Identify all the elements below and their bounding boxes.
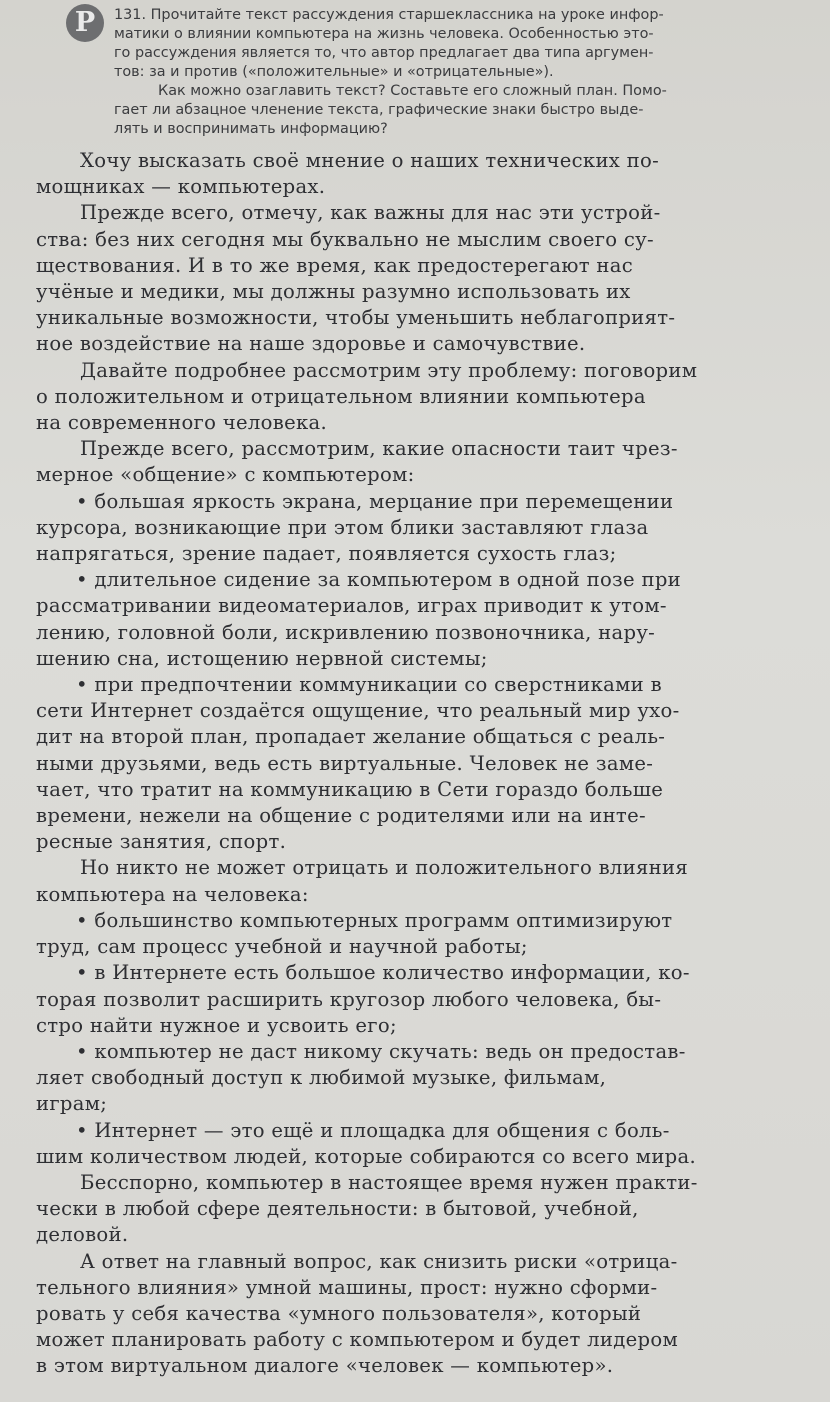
text-line: на современного человека. [36,411,328,435]
exercise-task [114,6,774,139]
task-line: гает ли абзацное членение текста, графические знаки быстро выде- [114,102,644,118]
task-line: лять и воспринимать информацию? [114,121,388,137]
text-line: ресные занятия, спорт. [36,830,287,854]
exercise-marker-icon: Р [66,4,104,42]
bullet-line: • большинство компьютерных программ оптимизируют [76,908,673,932]
text-line: может планировать работу с компьютером и будет лидером [36,1328,679,1352]
text-line: играм; [36,1092,108,1116]
bullet-line: • длительное сидение за компьютером в одной позе при [76,568,682,592]
task-line: го рассуждения является то, что автор предлагает два типа аргумен- [114,45,654,61]
text-line: компьютера на человека: [36,882,309,906]
text-line: А ответ на главный вопрос, как снизить риски «отрица- [80,1249,678,1273]
text-line: мерное «общение» с компьютером: [36,463,415,487]
text-line: учёные и медики, мы должны разумно использовать их [36,280,631,304]
text-line: тельного влияния» умной машины, прост: нужно сформи- [36,1275,658,1299]
text-line: дит на второй план, пропадает желание общаться с реаль- [36,725,666,749]
text-line: Прежде всего, отмечу, как важны для нас эти устрой- [80,201,661,225]
text-line: напрягаться, зрение падает, появляется сухость глаз; [36,542,617,566]
essay-text [36,148,796,1380]
text-line: мощниках — компьютерах. [36,175,326,199]
text-line: ное воздействие на наше здоровье и самочувствие. [36,332,586,356]
text-line: чески в любой сфере деятельности: в бытовой, учебной, [36,1197,639,1221]
text-line: труд, сам процесс учебной и научной работы; [36,935,528,959]
text-line: ства: без них сегодня мы буквально не мыслим своего су- [36,227,654,251]
bullet-line: • компьютер не даст никому скучать: ведь он предостав- [76,1039,686,1063]
text-line: шим количеством людей, которые собираются со всего мира. [36,1144,697,1168]
text-line: времени, нежели на общение с родителями или на инте- [36,804,646,828]
text-line: Но никто не может отрицать и положительного влияния [80,856,689,880]
text-line: деловой. [36,1223,129,1247]
text-line: стро найти нужное и усвоить его; [36,1013,397,1037]
text-line: Давайте подробнее рассмотрим эту проблему: поговорим [80,358,698,382]
text-line: курсора, возникающие при этом блики заставляют глаза [36,515,649,539]
bullet-line: • большая яркость экрана, мерцание при перемещении [76,489,674,513]
task-line: Как можно озаглавить текст? Составьте его сложный план. Помо- [158,83,667,99]
text-line: Прежде всего, рассмотрим, какие опасности таит чрез- [80,437,678,461]
text-line: рассматривании видеоматериалов, играх приводит к утом- [36,594,667,618]
task-line: тов: за и против («положительные» и «отрицательные»). [114,64,554,80]
text-line: о положительном и отрицательном влиянии компьютера [36,384,646,408]
bullet-line: • в Интернете есть большое количество информации, ко- [76,961,690,985]
text-line: шению сна, истощению нервной системы; [36,646,488,670]
task-line: матики о влиянии компьютера на жизнь человека. Особенностью это- [114,26,654,42]
text-line: ляет свободный доступ к любимой музыке, фильмам, [36,1066,607,1090]
text-line: в этом виртуальном диалоге «человек — компьютер». [36,1354,614,1378]
text-line: торая позволит расширить кругозор любого человека, бы- [36,987,662,1011]
text-line: Хочу высказать своё мнение о наших технических по- [80,149,660,172]
text-line: Бесспорно, компьютер в настоящее время нужен практи- [80,1170,698,1194]
text-line: лению, головной боли, искривлению позвоночника, нару- [36,620,656,644]
text-line: сети Интернет создаётся ощущение, что реальный мир ухо- [36,699,680,723]
bullet-line: • при предпочтении коммуникации со сверстниками в [76,673,662,697]
text-line: чает, что тратит на коммуникацию в Сети гораздо больше [36,777,664,801]
text-line: уникальные возможности, чтобы уменьшить неблагоприят- [36,306,676,330]
text-line: ными друзьями, ведь есть виртуальные. Человек не заме- [36,751,654,775]
task-line: 131. Прочитайте текст рассуждения старшеклассника на уроке инфор- [114,7,664,23]
text-line: ровать у себя качества «умного пользователя», который [36,1301,642,1325]
text-line: ществования. И в то же время, как предостерегают нас [36,253,634,277]
bullet-line: • Интернет — это ещё и площадка для общения с боль- [76,1118,670,1142]
